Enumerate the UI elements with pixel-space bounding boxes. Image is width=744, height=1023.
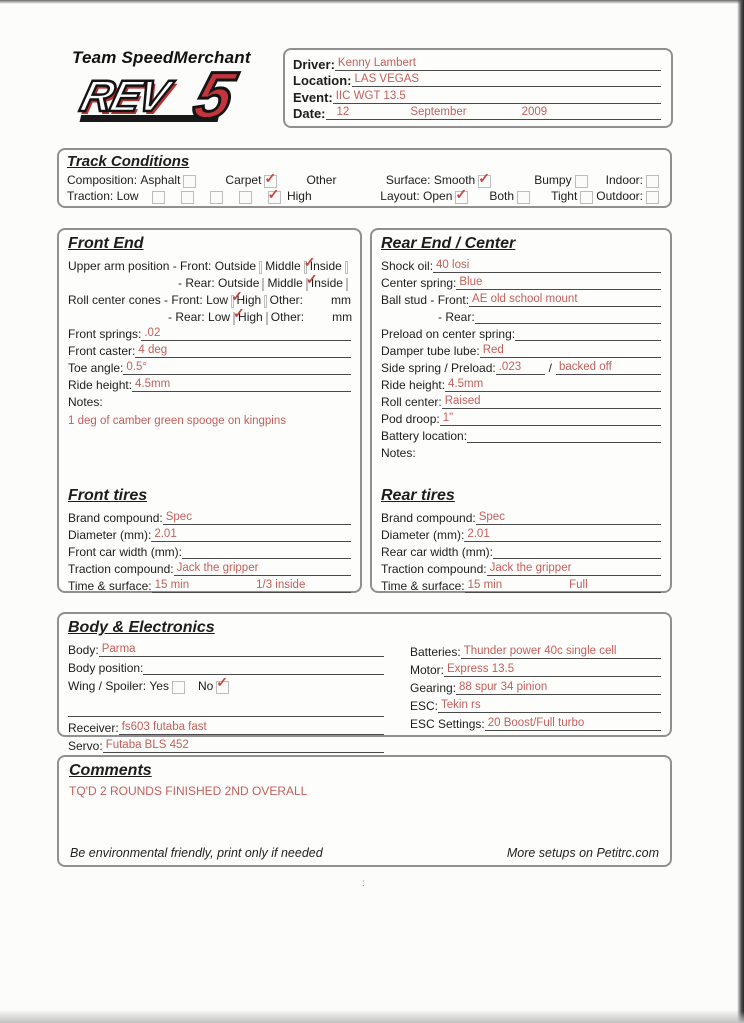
field-location <box>293 71 661 87</box>
field-rear-ride-height: Ride height: 4.5mm <box>381 376 661 392</box>
field-front-caster: Front caster: 4 deg <box>68 342 351 358</box>
traction-checkbox-3 <box>210 191 223 204</box>
track-conditions-title: Track Conditions <box>67 153 190 170</box>
body-electronics-title: Body & Electronics <box>68 619 215 636</box>
track-row-2 <box>67 189 662 203</box>
field-esc: ESC: Tekin rs <box>410 696 661 713</box>
outdoor-label: Outdoor: <box>596 189 643 203</box>
composition-label: Composition: <box>67 173 138 187</box>
rear-tires-title: Rear tires <box>381 487 455 504</box>
scan-artifact: : <box>362 878 365 889</box>
indoor-checkbox <box>646 175 659 188</box>
carpet-label: Carpet <box>225 173 262 187</box>
date-label: Date: <box>293 105 326 121</box>
rear-ride-height-value: 4.5mm <box>448 378 484 390</box>
field-ball-stud-front: Ball stud - Front: AE old school mount <box>381 291 661 307</box>
field-pod-droop: Pod droop: 1" <box>381 410 661 426</box>
gearing-value: 88 spur 34 pinion <box>459 681 548 693</box>
front-brand-compound-value: Spec <box>165 511 192 523</box>
upper-rear-outside-checkbox <box>262 278 264 291</box>
field-front-traction-compound: Traction compound: Jack the gripper <box>68 560 351 576</box>
body-electronics-left-column <box>68 640 384 754</box>
upper-rear-inside-checkbox <box>346 278 348 291</box>
upper-rear-middle-checkbox <box>306 278 308 291</box>
body-electronics-right-column <box>410 640 661 754</box>
event-value: IIC WGT 13.5 <box>335 89 406 102</box>
batteries-value: Thunder power 40c single cell <box>463 645 617 657</box>
front-surface-value: 1/3 inside <box>256 579 306 591</box>
traction-checkbox-2 <box>181 191 194 204</box>
field-front-diameter: Diameter (mm): 2.01 <box>68 526 351 542</box>
traction-label: Traction: Low <box>67 189 139 203</box>
both-label: Both <box>489 189 515 203</box>
field-driver <box>293 55 661 71</box>
field-rear-diameter: Diameter (mm): 2.01 <box>381 526 661 542</box>
field-esc-settings: ESC Settings: 20 Boost/Full turbo <box>410 714 661 731</box>
rev5-logo <box>72 58 291 132</box>
upper-arm-rear-row: - Rear: Outside Middle ✓ Inside <box>68 274 351 290</box>
field-body-position: Body position: <box>68 658 384 675</box>
servo-value: Futaba BLS 452 <box>105 739 189 751</box>
upper-front-inside-checkbox <box>345 261 348 274</box>
field-front-car-width: Front car width (mm): <box>68 543 351 559</box>
both-checkbox <box>517 191 530 204</box>
front-end-title: Front End <box>68 235 144 252</box>
rear-notes-label-row: Notes: <box>381 446 416 460</box>
field-damper-tube-lube: Damper tube lube: Red <box>381 342 661 358</box>
field-motor: Motor: Express 13.5 <box>410 660 661 677</box>
field-date <box>293 104 661 120</box>
front-notes-label-row: Notes: <box>68 395 103 409</box>
roll-rear-high-checkbox <box>266 312 268 325</box>
toe-angle-value: 0.5° <box>126 361 147 373</box>
asphalt-checkbox <box>183 175 196 188</box>
wing-yes-checkbox <box>172 681 185 694</box>
comments-text: TQ'D 2 ROUNDS FINISHED 2ND OVERALL <box>69 784 308 798</box>
field-rear-car-width: Rear car width (mm): <box>381 543 661 559</box>
esc-value: Tekin rs <box>441 699 481 711</box>
side-spring-slash: / <box>548 361 552 375</box>
outdoor-checkbox <box>646 191 659 204</box>
comments-title: Comments <box>69 762 152 779</box>
driver-value: Kenny Lambert <box>337 57 416 69</box>
field-gearing: Gearing: 88 spur 34 pinion <box>410 678 661 695</box>
traction-checkbox-1 <box>152 191 165 204</box>
field-toe-angle: Toe angle: 0.5° <box>68 359 351 375</box>
footer-petitrc-note: More setups on Petitrc.com <box>506 846 659 860</box>
front-springs-value: .02 <box>144 327 161 339</box>
smooth-checkbox <box>478 175 491 188</box>
field-front-time-surface: Time & surface: 15 min 1/3 inside <box>68 577 351 593</box>
front-diameter-value: 2.01 <box>154 528 177 540</box>
field-servo: Servo: Futaba BLS 452 <box>68 736 384 753</box>
center-spring-value: Blue <box>459 276 483 288</box>
roll-rear-low-checkbox <box>233 312 235 325</box>
field-rear-brand-compound: Brand compound: Spec <box>381 509 661 525</box>
body-electronics-section <box>57 612 672 753</box>
layout-label: Layout: <box>380 189 420 203</box>
field-ball-stud-rear: - Rear: <box>381 308 661 324</box>
traction-checkbox-4 <box>239 191 252 204</box>
track-row-1 <box>67 173 662 187</box>
field-center-spring: Center spring: Blue <box>381 274 661 290</box>
scan-edge-bottom <box>0 1011 744 1023</box>
field-rear-traction-compound: Traction compound: Jack the gripper <box>381 560 661 576</box>
field-event <box>293 88 661 104</box>
field-receiver: Receiver: fs603 futaba fast <box>68 718 384 735</box>
bumpy-checkbox <box>575 175 588 188</box>
side-spring-value: .023 <box>498 361 522 373</box>
ball-stud-front-value: AE old school mount <box>472 293 578 305</box>
rear-brand-compound-value: Spec <box>478 511 505 523</box>
event-label: Event: <box>293 89 333 105</box>
field-front-ride-height: Ride height: 4.5mm <box>68 376 351 392</box>
roll-center-front-row: Roll center cones - Front: Low ✓ High Other: mm <box>68 291 351 307</box>
field-front-brand-compound: Brand compound: Spec <box>68 509 351 525</box>
location-value: LAS VEGAS <box>354 73 420 86</box>
front-caster-value: 4 deg <box>138 344 168 356</box>
comments-section <box>57 755 672 867</box>
field-rear-time-surface: Time & surface: 15 min Full <box>381 577 661 593</box>
footer-eco-note: Be environmental friendly, print only if needed <box>70 846 323 860</box>
shock-oil-value: 40 losi <box>436 259 470 271</box>
traction-high-label: High <box>286 189 312 203</box>
team-name: Team SpeedMerchant <box>72 48 251 67</box>
front-end-section <box>57 228 362 593</box>
field-shock-oil: Shock oil: 40 losi <box>381 257 661 273</box>
logo-five-text: 5 <box>187 58 243 132</box>
field-batteries: Batteries: Thunder power 40c single cell <box>410 642 661 659</box>
date-value-line <box>326 106 661 120</box>
field-wing-spoiler: Wing / Spoiler: Yes No ✓ <box>68 676 384 693</box>
logo-rev-text: REV <box>75 72 173 121</box>
footer-row <box>59 846 670 860</box>
location-label: Location: <box>293 73 352 89</box>
front-tires-title: Front tires <box>68 487 148 504</box>
pod-droop-value: 1" <box>442 412 454 424</box>
receiver-value: fs603 futaba fast <box>121 721 207 733</box>
indoor-label: Indoor: <box>605 173 643 187</box>
driver-label: Driver: <box>293 57 335 72</box>
rear-time-value: 15 min <box>467 579 503 591</box>
rear-end-section <box>370 228 672 593</box>
field-roll-center: Roll center: Raised <box>381 393 661 409</box>
rear-diameter-value: 2.01 <box>467 528 490 540</box>
date-year: 2009 <box>521 105 548 118</box>
rear-tires-subsection <box>381 486 661 594</box>
field-body: Body: Parma <box>68 640 384 657</box>
event-value-line <box>333 90 661 104</box>
team-logo <box>72 48 287 132</box>
rear-end-title: Rear End / Center <box>381 235 516 252</box>
blank-line <box>68 700 384 717</box>
open-label: Open <box>423 189 453 203</box>
wing-no-checkbox <box>216 681 229 694</box>
scan-edge-top <box>0 0 744 4</box>
roll-front-high-checkbox <box>264 295 266 308</box>
smooth-label: Smooth <box>433 173 476 187</box>
asphalt-label: Asphalt <box>140 173 181 187</box>
open-checkbox <box>455 191 468 204</box>
upper-front-outside-checkbox <box>259 261 262 274</box>
field-side-spring-preload: Side spring / Preload: .023 / backed off <box>381 359 661 375</box>
date-day: 12 <box>336 105 350 118</box>
front-time-value: 15 min <box>154 579 190 591</box>
tight-label: Tight <box>551 189 578 203</box>
roll-center-rear-row: - Rear: Low ✓ High Other: mm <box>68 308 351 324</box>
rear-surface-value: Full <box>569 579 588 591</box>
roll-center-value: Raised <box>444 395 481 407</box>
upper-arm-front-row: Upper arm position - Front: Outside Middle ✓ Inside <box>68 257 351 273</box>
front-notes-value: 1 deg of camber green spooge on kingpins <box>68 415 287 427</box>
damper-lube-value: Red <box>482 344 504 356</box>
driver-info-box <box>283 48 673 128</box>
location-value-line <box>352 73 662 87</box>
front-tires-subsection <box>68 486 351 594</box>
field-battery-location: Battery location: <box>381 427 661 443</box>
date-month: September <box>410 105 467 118</box>
tight-checkbox <box>580 191 593 204</box>
driver-value-line <box>335 57 661 71</box>
rear-traction-compound-value: Jack the gripper <box>489 562 572 574</box>
other-label: Other <box>306 173 337 187</box>
field-front-springs: Front springs: .02 <box>68 325 351 341</box>
esc-settings-value: 20 Boost/Full turbo <box>487 717 585 729</box>
body-value: Parma <box>101 643 136 655</box>
scan-edge-right <box>737 0 744 1023</box>
track-conditions-section <box>57 148 672 208</box>
side-spring-note-value: backed off <box>559 361 612 373</box>
front-traction-compound-value: Jack the gripper <box>176 562 259 574</box>
front-ride-height-value: 4.5mm <box>135 378 171 390</box>
field-preload-center-spring: Preload on center spring: <box>381 325 661 341</box>
motor-value: Express 13.5 <box>447 663 515 675</box>
bumpy-label: Bumpy <box>534 173 572 187</box>
surface-label: Surface: <box>385 173 431 187</box>
traction-checkbox-5 <box>268 191 281 204</box>
